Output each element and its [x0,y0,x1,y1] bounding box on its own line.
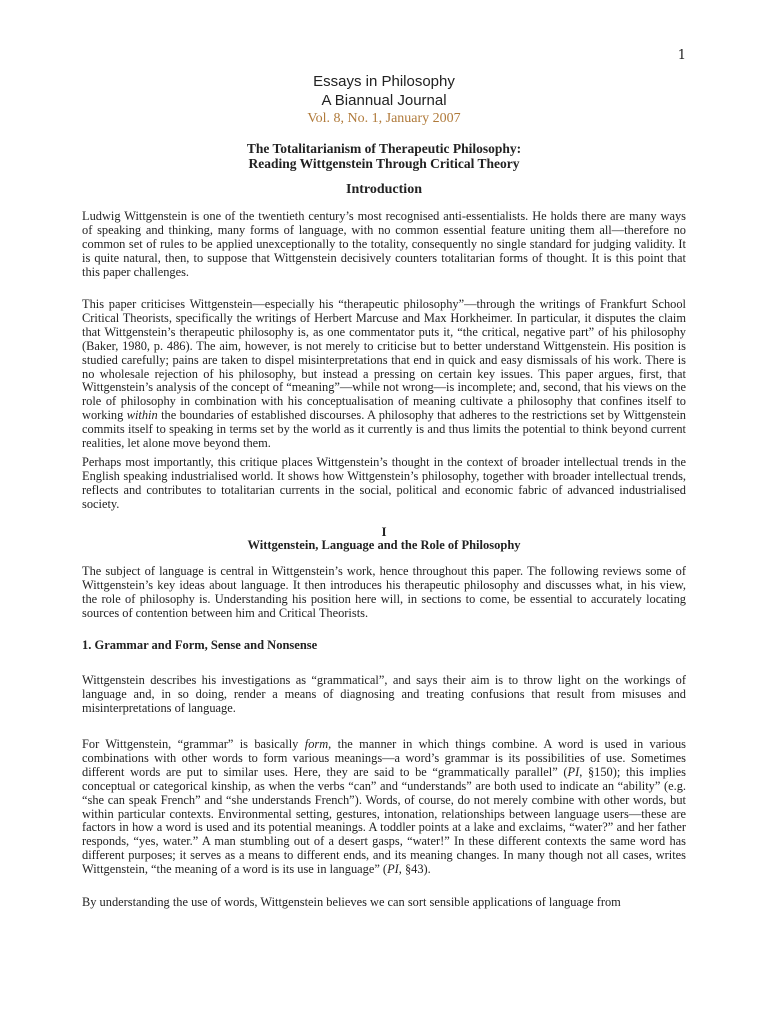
article-title-line2: Reading Wittgenstein Through Critical Theory [248,156,520,171]
paragraph [82,210,686,280]
journal-issue: Vol. 8, No. 1, January 2007 [307,111,461,126]
emphasis-text: PI [567,764,580,779]
section-title: Wittgenstein, Language and the Role of Philosophy [247,538,521,552]
subsection-heading: 1. Grammar and Form, Sense and Nonsense [82,638,318,652]
paragraph [82,896,686,910]
journal-name: Essays in Philosophy [313,73,455,90]
paragraph-text: Wittgenstein describes his investigations as “grammatical”, and says their aim is to throw light on the workings of language and, in so doing, render a means of diagnosing and treating confusions that result from misuses and misinterpretations of language. [82,673,686,715]
emphasis-text: within [126,408,158,423]
paragraph [82,456,686,512]
journal-subtitle: A Biannual Journal [321,92,447,109]
page-number: 1 [677,48,686,63]
paragraph [82,674,686,716]
paragraph-text: Ludwig Wittgenstein is one of the twentieth century’s most recognised anti-essentialists. He holds there are many ways of speaking and thinking, many forms of language, with no common essential feature uniting them all—therefore no common set of rules to be applied unexceptionally to the totality, consequently no single standard for judging validity. It is quite natural, then, to suppose that Wittgenstein decisively counters totalitarian forms of thought. It is this point that this paper challenges. [82,209,686,279]
paragraph-text: By understanding the use of words, Wittgenstein believes we can sort sensible applications of language from [82,895,621,909]
paragraph-text-part: the boundaries of established discourses. A philosophy that adheres to the restrictions set by Wittgenstein commits itself to speaking in terms set by the world as it currently is and thus limits the potential to think beyond current realities, let alone move beyond them. [82,408,686,451]
emphasis-text: form [304,737,329,751]
paragraph-text-part: , the manner in which things combine. A word is used in various combinations with other words to form various meanings—a word’s grammar is its possibilities of use. Sometimes different words are put to similar uses. Here, they are said to be “grammatically parallel” ( [82,737,687,779]
paragraph [82,738,686,877]
paragraph-text-part: , §43). [398,862,431,877]
journal-header [0,72,768,127]
article-title [0,141,768,171]
paragraph-text-part: This paper criticises Wittgenstein—especially his “therapeutic philosophy”—through the writings of Frankfurt School Critical Theorists, specifically the writings of Herbert Marcuse and Max Horkheimer. In particular, it disputes the claim that Wittgenstein’s therapeutic philosophy is, as one commentator puts it, “the critical, negative part” of his philosophy (Baker, 1980, p. 486). The aim, however, is not merely to criticise but to better understand Wittgenstein. His position is studied carefully; pains are taken to dispel misinterpretations that end in quick and easy dismissals of his work. There is no wholesale rejection of his philosophy, but instead a pressing on certain key issues. This paper argues, first, that Wittgenstein’s analysis of the concept of “meaning”—while not wrong—is incomplete; and, second, that his views on the role of philosophy in combination with his conceptualisation of meaning cultivate a philosophy that confines itself to working [82,297,686,423]
paragraph [82,565,686,621]
paragraph-text: Perhaps most importantly, this critique places Wittgenstein’s thought in the context of broader intellectual trends in the English speaking industrialised world. It shows how Wittgenstein’s philosophy, together with broader intellectual trends, reflects and contributes to totalitarian currents in the social, political and economic fabric of advanced industrialised society. [82,455,686,511]
introduction-heading: Introduction [346,182,422,197]
paragraph [82,298,686,451]
paragraph-text [82,738,686,877]
emphasis-text: PI [387,862,399,877]
section-numeral: I [381,524,387,539]
paragraph-text: The subject of language is central in Wittgenstein’s work, hence throughout this paper. The following reviews some of Wittgenstein’s key ideas about language. It then introduces his therapeutic philosophy and discusses what, in his view, the role of philosophy is. Understanding his position here will, in sections to come, be essential to accurately locating sources of contention between him and Critical Theorists. [82,564,686,620]
paragraph-text-part: , §150); this implies conceptual or categorical kinship, as when the verbs “can” and “understands” are both used to indicate an “ability” (e.g. “she can speak French” and “she understands French”). Words, of course, do not merely combine with other words, but within particular contexts. Environmental setting, gestures, intonation, relationships between language users—these are factors in how a word is used and its potential meanings. A toddler points at a lake and exclaims, “water?” and her father responds, “yes, water.” A man stumbling out of a desert gasps, “water!” In these different contexts the same word has different purposes; it serves as a means to different ends, and its meaning changes. In many though not all cases, writes Wittgenstein, “the meaning of a word is its use in language” ( [82,764,686,877]
paragraph-text-part: For Wittgenstein, “grammar” is basically [82,737,305,751]
paragraph-text [82,298,686,451]
article-title-line1: The Totalitarianism of Therapeutic Philosophy: [246,141,522,156]
